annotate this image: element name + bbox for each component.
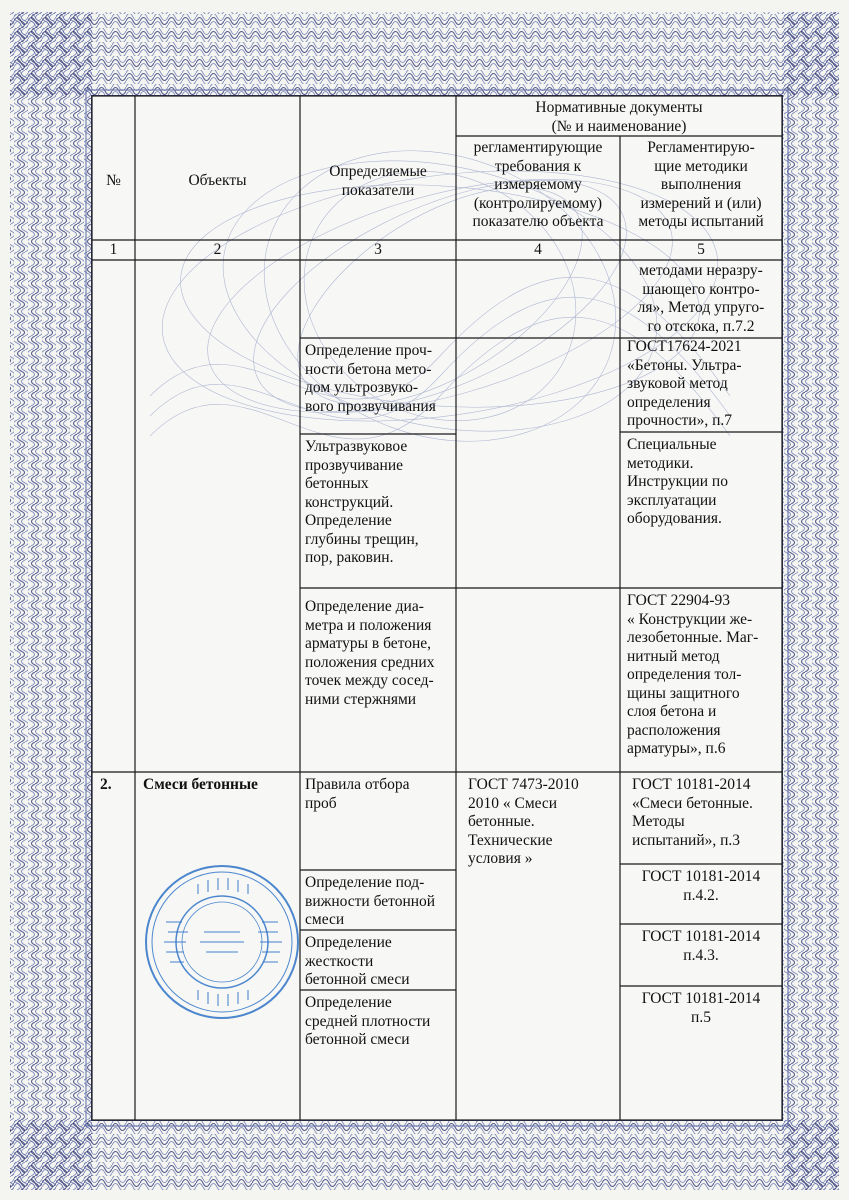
indicator-cell: Определение диа- метра и положения арматуры в бетоне, положения средних точек между сосед- ними стержнями	[305, 598, 435, 708]
indicator-cell: Определение проч- ности бетона мето- дом ультрозвуко- вого прозвучивания	[305, 342, 436, 415]
method-cell: Специальные методики. Инструкции по эксплуатации оборудования.	[627, 436, 728, 527]
column-number: 4	[534, 241, 542, 258]
row-number: 2.	[100, 776, 112, 793]
method-cell: ГОСТ 10181-2014 п.4.2.	[641, 868, 761, 904]
method-cell: ГОСТ 22904-93 « Конструкции же- лезобетонные. Маг- нитный метод определения тол- щины защитного слоя бетона и расположения арматуры», п.6	[627, 592, 759, 757]
object-cell: Смеси бетонные	[143, 776, 258, 793]
header-col-objects: Объекты	[188, 172, 247, 189]
method-cell: ГОСТ17624-2021 «Бетоны. Ультра- звуковой метод определения прочности», п.7	[627, 338, 742, 429]
header-col-methods: Регламентирую- щие методики выполнения измерений и (или) методы испытаний	[638, 139, 764, 230]
method-cell: ГОСТ 10181-2014 п.4.3.	[641, 928, 761, 964]
column-number: 2	[213, 241, 222, 258]
method-cell: ГОСТ 10181-2014 п.5	[641, 990, 761, 1026]
indicator-cell: Правила отбора проб	[305, 776, 410, 812]
header-col-indicators: Определяемые показатели	[329, 163, 427, 199]
header-col-requirements: регламентирующие требования к измеряемому (контролируемому) показателю объекта	[472, 139, 604, 230]
requirements-cell: ГОСТ 7473-2010 2010 « Смеси бетонные. Технические условия »	[468, 776, 579, 867]
method-cell: методами неразру- шающего контро- ля», Метод упруго- го отскока, п.7.2	[637, 262, 765, 335]
column-number: 1	[109, 241, 118, 258]
indicator-cell: Ультразвуковое прозвучивание бетонных конструкций. Определение глубины трещин, пор, раковин.	[305, 438, 419, 566]
indicator-cell: Определение средней плотности бетонной смеси	[305, 994, 431, 1048]
column-number: 5	[697, 241, 705, 258]
indicator-cell: Определение под- вижности бетонной смеси	[305, 874, 436, 928]
round-stamp-seal	[142, 862, 302, 1022]
header-col-number: №	[106, 172, 121, 189]
column-number: 3	[374, 241, 382, 258]
header-normative-documents: Нормативные документы (№ и наименование)	[535, 99, 703, 135]
method-cell: ГОСТ 10181-2014 «Смеси бетонные. Методы испытаний», п.3	[632, 776, 753, 849]
indicator-cell: Определение жесткости бетонной смеси	[305, 934, 410, 988]
